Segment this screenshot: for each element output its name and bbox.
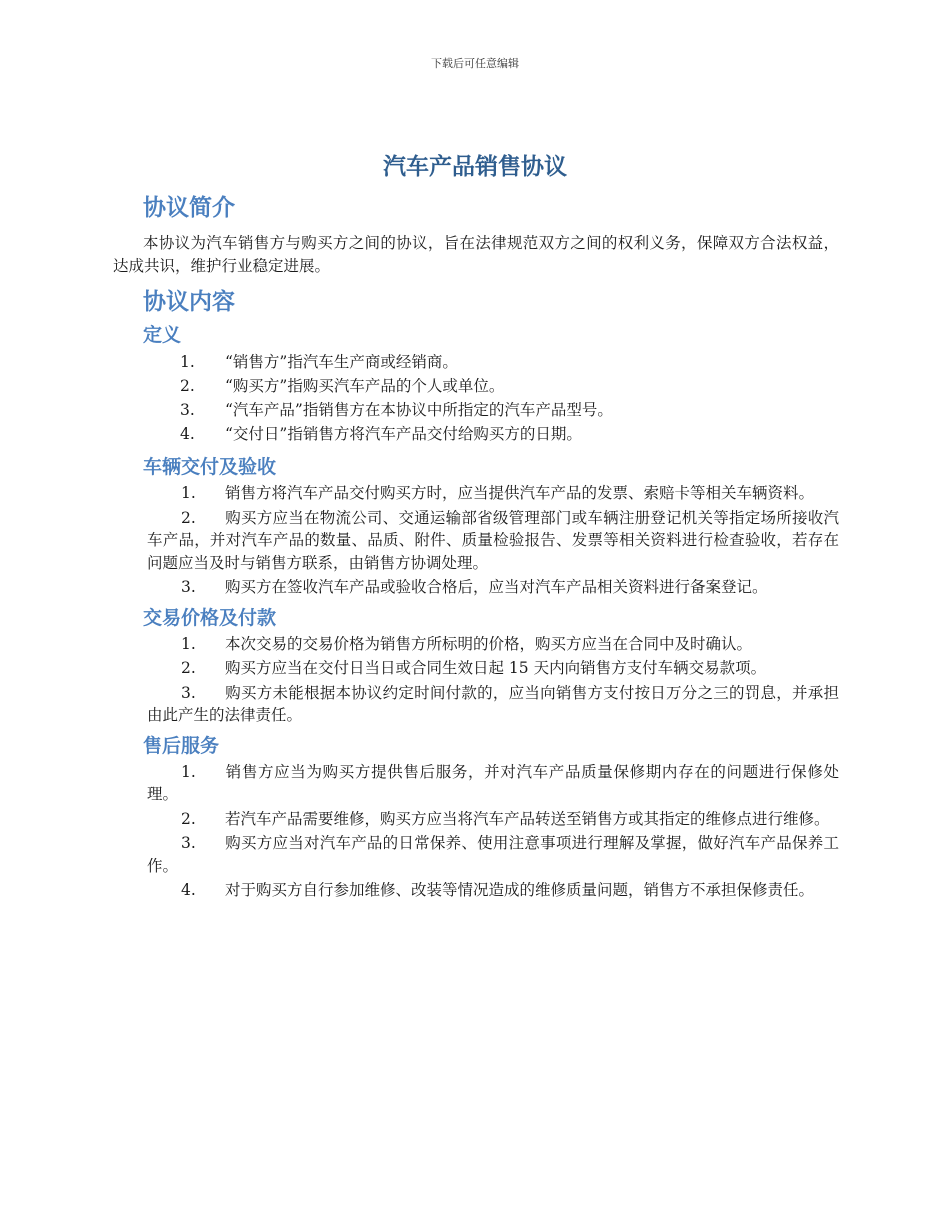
list-item: 3. 购买方应当对汽车产品的日常保养、使用注意事项进行理解及掌握，做好汽车产品保养工作。 — [147, 834, 839, 875]
list-item: 3. 购买方在签收汽车产品或验收合格后，应当对汽车产品相关资料进行备案登记。 — [181, 578, 768, 596]
list-item: 1. 销售方将汽车产品交付购买方时，应当提供汽车产品的发票、索赔卡等相关车辆资料。 — [181, 484, 815, 502]
list-item: 1. 销售方应当为购买方提供售后服务，并对汽车产品质量保修期内存在的问题进行保修处理。 — [147, 762, 839, 803]
definitions-heading: 定义 — [143, 324, 182, 346]
list-item: 2. 购买方应当在物流公司、交通运输部省级管理部门或车辆注册登记机关等指定场所接收汽车产品，并对汽车产品的数量、品质、附件、质量检验报告、发票等相关资料进行检查验收，若存在问题应当及时与销售方联系，由销售方协调处理。 — [147, 508, 839, 572]
document-title: 汽车产品销售协议 — [383, 154, 567, 180]
list-item: 2. “购买方”指购买汽车产品的个人或单位。 — [180, 377, 505, 395]
list-item: 3. “汽车产品”指销售方在本协议中所指定的汽车产品型号。 — [180, 401, 613, 419]
service-heading: 售后服务 — [143, 734, 220, 757]
delivery-list — [113, 482, 839, 599]
list-item: 1. “销售方”指汽车生产商或经销商。 — [180, 353, 458, 371]
intro-paragraph: 本协议为汽车销售方与购买方之间的协议，旨在法律规范双方之间的权利义务，保障双方合法权益，达成共识，维护行业稳定进展。 — [113, 234, 839, 275]
list-item: 4. 对于购买方自行参加维修、改装等情况造成的维修质量问题，销售方不承担保修责任。 — [181, 881, 815, 899]
list-item: 3. 购买方未能根据本协议约定时间付款的，应当向销售方支付按日万分之三的罚息，并承担由此产生的法律责任。 — [147, 683, 839, 724]
list-item: 1. 本次交易的交易价格为销售方所标明的价格，购买方应当在合同中及时确认。 — [181, 634, 753, 653]
header-note: 下载后可任意编辑 — [431, 57, 519, 70]
list-item: 2. 若汽车产品需要维修，购买方应当将汽车产品转送至销售方或其指定的维修点进行维修。 — [181, 809, 830, 828]
list-item: 4. “交付日”指销售方将汽车产品交付给购买方的日期。 — [180, 425, 582, 443]
content-heading: 协议内容 — [143, 289, 235, 315]
payment-list — [113, 633, 839, 727]
service-list — [113, 761, 839, 902]
payment-heading: 交易价格及付款 — [143, 606, 277, 629]
definitions-list — [113, 350, 839, 446]
intro-heading: 协议简介 — [143, 195, 235, 221]
document-body — [113, 190, 839, 906]
list-item: 2. 购买方应当在交付日当日或合同生效日起 15 天内向销售方支付车辆交易款项。 — [181, 659, 767, 677]
delivery-heading: 车辆交付及验收 — [143, 456, 277, 478]
